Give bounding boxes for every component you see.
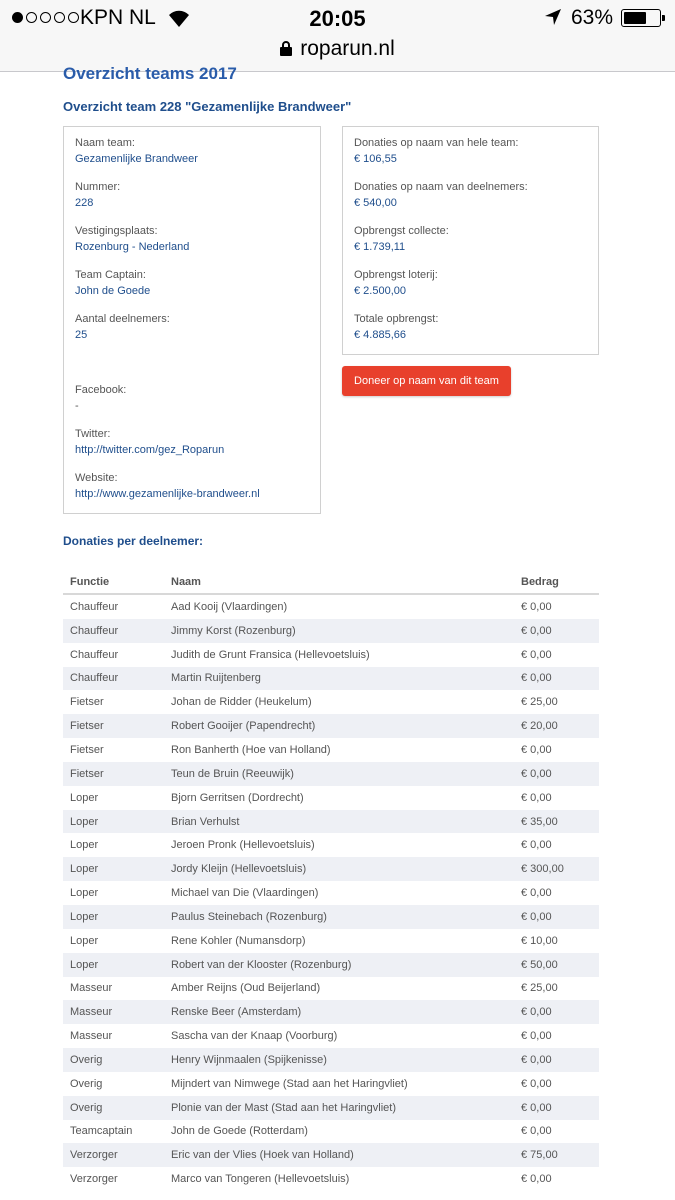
row-function: Loper <box>70 958 99 971</box>
row-amount: € 25,00 <box>521 696 558 709</box>
table-row <box>63 1143 599 1167</box>
table-row <box>63 690 599 714</box>
team-donations-field <box>354 135 519 167</box>
row-function: Chauffeur <box>70 648 119 661</box>
row-amount: € 0,00 <box>521 1006 552 1019</box>
donate-team-button[interactable]: Doneer op naam van dit team <box>342 366 511 396</box>
row-amount: € 0,00 <box>521 743 552 756</box>
row-function: Overig <box>70 1053 103 1066</box>
website-link[interactable]: http://www.gezamenlijke-brandweer.nl <box>75 488 260 500</box>
location-value: Rozenburg - Nederland <box>75 241 190 253</box>
lottery-label: Opbrengst loterij: <box>354 269 438 281</box>
row-name: Judith de Grunt Fransica (Hellevoetsluis) <box>171 648 370 661</box>
collection-label: Opbrengst collecte: <box>354 225 449 237</box>
participants-value: 25 <box>75 329 88 341</box>
donations-per-member-title: Donaties per deelnemer: <box>63 534 204 548</box>
row-name: Aad Kooij (Vlaardingen) <box>171 600 288 613</box>
team-donations-value: € 106,55 <box>354 153 397 165</box>
team-captain-value: John de Goede <box>75 285 151 297</box>
row-amount: € 50,00 <box>521 958 558 971</box>
team-captain-label: Team Captain: <box>75 269 146 281</box>
row-function: Loper <box>70 839 99 852</box>
carrier-name: KPN NL <box>80 6 156 29</box>
row-function: Chauffeur <box>70 600 119 613</box>
row-amount: € 0,00 <box>521 624 552 637</box>
participants-field <box>75 311 170 343</box>
lock-icon <box>280 41 292 56</box>
row-amount: € 0,00 <box>521 672 552 685</box>
row-amount: € 0,00 <box>521 1125 552 1138</box>
website-label: Website: <box>75 472 118 484</box>
facebook-value: - <box>75 400 79 412</box>
table-row <box>63 1024 599 1048</box>
donations-table <box>63 571 599 1191</box>
row-function: Loper <box>70 791 99 804</box>
team-name-field <box>75 135 198 167</box>
table-row <box>63 857 599 881</box>
row-name: Michael van Die (Vlaardingen) <box>171 887 319 900</box>
row-name: Henry Wijnmaalen (Spijkenisse) <box>171 1053 327 1066</box>
location-arrow-icon <box>544 8 562 26</box>
row-name: Mijndert van Nimwege (Stad aan het Haringvliet) <box>171 1077 408 1090</box>
status-row <box>0 6 675 32</box>
team-donations-label: Donaties op naam van hele team: <box>354 137 519 149</box>
team-title: Overzicht team 228 "Gezamenlijke Brandweer" <box>63 99 352 114</box>
row-name: Bjorn Gerritsen (Dordrecht) <box>171 791 304 804</box>
row-name: Marco van Tongeren (Hellevoetsluis) <box>171 1173 350 1186</box>
row-function: Loper <box>70 910 99 923</box>
table-row <box>63 1048 599 1072</box>
row-amount: € 0,00 <box>521 887 552 900</box>
twitter-label: Twitter: <box>75 428 111 440</box>
location-label: Vestigingsplaats: <box>75 225 158 237</box>
header-amount: Bedrag <box>521 576 559 588</box>
row-amount: € 0,00 <box>521 648 552 661</box>
member-donations-label: Donaties op naam van deelnemers: <box>354 181 528 193</box>
twitter-link[interactable]: http://twitter.com/gez_Roparun <box>75 444 225 456</box>
table-row <box>63 977 599 1001</box>
table-row <box>63 667 599 691</box>
member-donations-field <box>354 179 528 211</box>
lottery-field <box>354 267 438 299</box>
row-name: Robert van der Klooster (Rozenburg) <box>171 958 352 971</box>
table-header <box>63 571 599 595</box>
row-function: Masseur <box>70 1030 113 1043</box>
row-name: Paulus Steinebach (Rozenburg) <box>171 910 327 923</box>
row-amount: € 25,00 <box>521 982 558 995</box>
row-amount: € 0,00 <box>521 767 552 780</box>
row-amount: € 0,00 <box>521 791 552 804</box>
row-amount: € 75,00 <box>521 1149 558 1162</box>
website-field <box>75 470 260 502</box>
table-row <box>63 762 599 786</box>
collection-field <box>354 223 449 255</box>
table-row <box>63 595 599 619</box>
row-name: Johan de Ridder (Heukelum) <box>171 696 312 709</box>
header-function: Functie <box>70 576 110 588</box>
table-row <box>63 786 599 810</box>
row-function: Overig <box>70 1101 103 1114</box>
row-amount: € 20,00 <box>521 720 558 733</box>
row-name: Brian Verhulst <box>171 815 240 828</box>
row-function: Overig <box>70 1077 103 1090</box>
header-name: Naam <box>171 576 201 588</box>
row-amount: € 0,00 <box>521 1030 552 1043</box>
facebook-field <box>75 382 126 414</box>
table-row <box>63 714 599 738</box>
table-row <box>63 881 599 905</box>
row-amount: € 0,00 <box>521 600 552 613</box>
table-row <box>63 833 599 857</box>
table-row <box>63 929 599 953</box>
row-name: Sascha van der Knaap (Voorburg) <box>171 1030 338 1043</box>
team-number-label: Nummer: <box>75 181 121 193</box>
row-function: Masseur <box>70 1006 113 1019</box>
address-bar[interactable] <box>0 37 675 61</box>
table-body <box>63 595 599 1191</box>
row-amount: € 0,00 <box>521 1053 552 1066</box>
row-name: John de Goede (Rotterdam) <box>171 1125 308 1138</box>
team-name-value: Gezamenlijke Brandweer <box>75 153 198 165</box>
browser-status-bar <box>0 0 675 72</box>
row-function: Fietser <box>70 743 104 756</box>
table-row <box>63 810 599 834</box>
row-function: Chauffeur <box>70 672 119 685</box>
table-row <box>63 738 599 762</box>
donations-panel <box>342 126 599 355</box>
location-field <box>75 223 189 255</box>
row-name: Jeroen Pronk (Hellevoetsluis) <box>171 839 315 852</box>
row-name: Ron Banherth (Hoe van Holland) <box>171 743 331 756</box>
row-function: Fietser <box>70 696 104 709</box>
team-number-value: 228 <box>75 197 94 209</box>
collection-value: € 1.739,11 <box>354 241 406 253</box>
table-row <box>63 619 599 643</box>
battery-percentage: 63% <box>571 6 614 29</box>
total-label: Totale opbrengst: <box>354 313 439 325</box>
row-name: Jordy Kleijn (Hellevoetsluis) <box>171 863 307 876</box>
table-row <box>63 1120 599 1144</box>
row-name: Amber Reijns (Oud Beijerland) <box>171 982 321 995</box>
row-function: Chauffeur <box>70 624 119 637</box>
row-name: Teun de Bruin (Reeuwijk) <box>171 767 294 780</box>
row-function: Fietser <box>70 767 104 780</box>
row-amount: € 0,00 <box>521 1173 552 1186</box>
total-field <box>354 311 438 343</box>
row-function: Loper <box>70 863 99 876</box>
member-donations-value: € 540,00 <box>354 197 397 209</box>
team-captain-field <box>75 267 150 299</box>
table-row <box>63 1072 599 1096</box>
row-name: Robert Gooijer (Papendrecht) <box>171 720 316 733</box>
table-row <box>63 643 599 667</box>
participants-label: Aantal deelnemers: <box>75 313 170 325</box>
total-value: € 4.885,66 <box>354 329 406 341</box>
row-function: Masseur <box>70 982 113 995</box>
table-row <box>63 1096 599 1120</box>
table-row <box>63 905 599 929</box>
row-function: Loper <box>70 887 99 900</box>
page-title: Overzicht teams 2017 <box>63 64 237 83</box>
row-amount: € 10,00 <box>521 934 558 947</box>
row-amount: € 0,00 <box>521 910 552 923</box>
clock: 20:05 <box>309 6 366 31</box>
table-row <box>63 1167 599 1191</box>
row-amount: € 300,00 <box>521 863 564 876</box>
row-amount: € 35,00 <box>521 815 558 828</box>
row-name: Renske Beer (Amsterdam) <box>171 1006 302 1019</box>
row-name: Eric van der Vlies (Hoek van Holland) <box>171 1149 354 1162</box>
table-row <box>63 1000 599 1024</box>
row-function: Teamcaptain <box>70 1125 133 1138</box>
row-name: Rene Kohler (Numansdorp) <box>171 934 306 947</box>
team-name-label: Naam team: <box>75 137 135 149</box>
row-amount: € 0,00 <box>521 1077 552 1090</box>
row-name: Plonie van der Mast (Stad aan het Haringvliet) <box>171 1101 397 1114</box>
facebook-label: Facebook: <box>75 384 127 396</box>
row-function: Loper <box>70 934 99 947</box>
row-function: Verzorger <box>70 1173 118 1186</box>
row-function: Verzorger <box>70 1149 118 1162</box>
row-amount: € 0,00 <box>521 839 552 852</box>
url-text: roparun.nl <box>300 37 395 60</box>
twitter-field <box>75 426 224 458</box>
row-name: Jimmy Korst (Rozenburg) <box>171 624 296 637</box>
team-number-field <box>75 179 120 211</box>
lottery-value: € 2.500,00 <box>354 285 406 297</box>
team-info-panel <box>63 126 321 514</box>
row-function: Loper <box>70 815 99 828</box>
table-row <box>63 953 599 977</box>
row-amount: € 0,00 <box>521 1101 552 1114</box>
battery-icon <box>621 9 661 27</box>
row-name: Martin Ruijtenberg <box>171 672 261 685</box>
row-function: Fietser <box>70 720 104 733</box>
